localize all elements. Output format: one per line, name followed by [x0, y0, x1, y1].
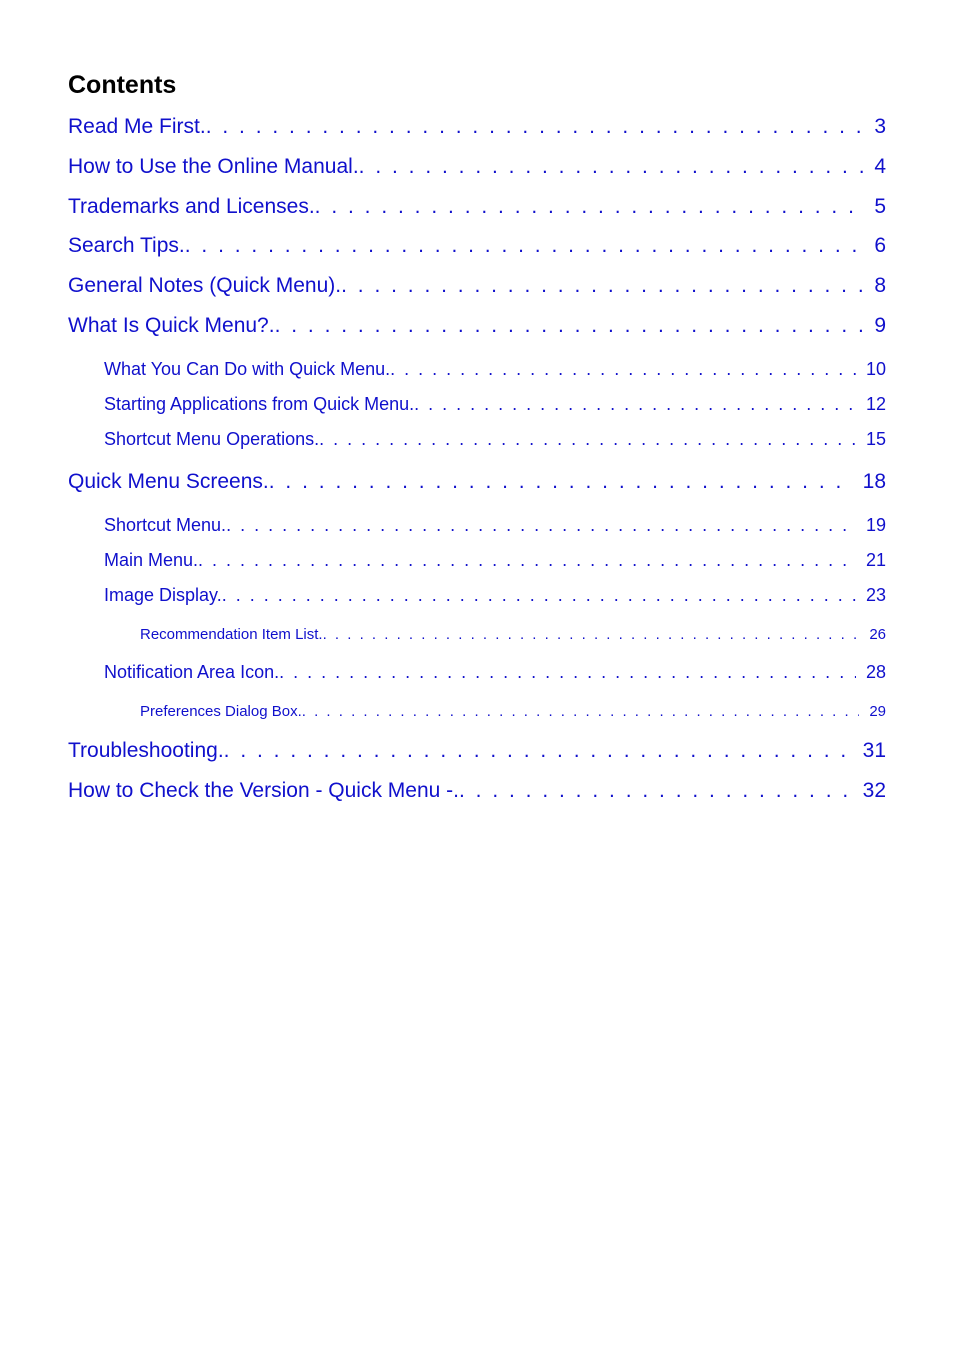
toc-entry-label: Recommendation Item List. [140, 626, 323, 643]
toc-entry-label: Troubleshooting. [68, 739, 224, 762]
toc-entry-label: Main Menu. [104, 550, 199, 570]
toc-entry-preferences-dialog-box[interactable] [140, 702, 886, 721]
toc-entry-shortcut-menu[interactable] [104, 514, 886, 536]
dot-leader [206, 114, 865, 140]
dot-leader [302, 702, 860, 721]
toc-entry-label: What You Can Do with Quick Menu. [104, 359, 391, 379]
toc-entry-check-version[interactable] [68, 778, 886, 804]
toc-entry-page: 4 [874, 155, 886, 178]
toc-entry-label: Quick Menu Screens. [68, 470, 269, 493]
dot-leader [222, 584, 856, 606]
dot-leader [341, 273, 864, 299]
toc-entry-image-display[interactable] [104, 584, 886, 606]
toc-entry-what-is-quick-menu[interactable] [68, 313, 886, 339]
toc-entry-page: 3 [874, 115, 886, 138]
toc-entry-page: 8 [874, 274, 886, 297]
dot-leader [198, 549, 856, 571]
toc-entry-label: Starting Applications from Quick Menu. [104, 394, 415, 414]
dot-leader [414, 393, 856, 415]
dot-leader [185, 233, 865, 259]
toc-entry-label: Image Display. [104, 585, 222, 605]
toc-entry-page: 26 [869, 626, 886, 643]
toc-entry-page: 32 [862, 779, 886, 802]
page-title: Contents [68, 71, 177, 99]
dot-leader [390, 358, 856, 380]
toc-entry-starting-applications[interactable] [104, 393, 886, 415]
toc-entry-quick-menu-screens[interactable] [68, 469, 886, 495]
toc-entry-page: 12 [865, 394, 886, 414]
toc-entry-page: 10 [865, 359, 886, 379]
toc-entry-general-notes[interactable] [68, 273, 886, 299]
toc-entry-page: 23 [865, 585, 886, 605]
toc-entry-label: Shortcut Menu. [104, 515, 227, 535]
toc-entry-label: Preferences Dialog Box. [140, 703, 302, 720]
dot-leader [269, 469, 853, 495]
toc-entry-label: Trademarks and Licenses. [68, 195, 315, 218]
dot-leader [226, 514, 856, 536]
dot-leader [275, 313, 865, 339]
toc-entry-what-you-can-do[interactable] [104, 358, 886, 380]
dot-leader [224, 738, 853, 764]
toc-entry-main-menu[interactable] [104, 549, 886, 571]
toc-entry-label: General Notes (Quick Menu). [68, 274, 342, 297]
toc-entry-trademarks[interactable] [68, 194, 886, 220]
toc-entry-online-manual[interactable] [68, 154, 886, 180]
dot-leader [323, 625, 860, 644]
toc-entry-page: 5 [874, 195, 886, 218]
dot-leader [279, 661, 856, 683]
toc-entry-page: 9 [874, 314, 886, 337]
toc-entry-label: How to Use the Online Manual. [68, 155, 359, 178]
toc-entry-label: What Is Quick Menu?. [68, 314, 275, 337]
toc-entry-notification-area-icon[interactable] [104, 661, 886, 683]
toc-entry-page: 31 [862, 739, 886, 762]
dot-leader [315, 194, 865, 220]
toc-entry-label: Search Tips. [68, 234, 185, 257]
toc-entry-page: 28 [865, 662, 886, 682]
toc-entry-page: 18 [862, 470, 886, 493]
toc-entry-read-me-first[interactable] [68, 114, 886, 140]
toc-entry-label: Notification Area Icon. [104, 662, 280, 682]
toc-entry-page: 19 [865, 515, 886, 535]
toc-entry-recommendation-item-list[interactable] [140, 625, 886, 644]
toc-entry-page: 21 [865, 550, 886, 570]
toc-entry-label: Read Me First. [68, 115, 206, 138]
toc-entry-troubleshooting[interactable] [68, 738, 886, 764]
toc-entry-page: 15 [865, 429, 886, 449]
toc-entry-label: Shortcut Menu Operations. [104, 429, 320, 449]
toc-entry-search-tips[interactable] [68, 233, 886, 259]
toc-entry-label: How to Check the Version - Quick Menu -. [68, 779, 459, 802]
toc-entry-page: 29 [869, 703, 886, 720]
dot-leader [319, 428, 856, 450]
dot-leader [359, 154, 865, 180]
dot-leader [459, 778, 853, 804]
toc-entry-shortcut-menu-operations[interactable] [104, 428, 886, 450]
toc-entry-page: 6 [874, 234, 886, 257]
